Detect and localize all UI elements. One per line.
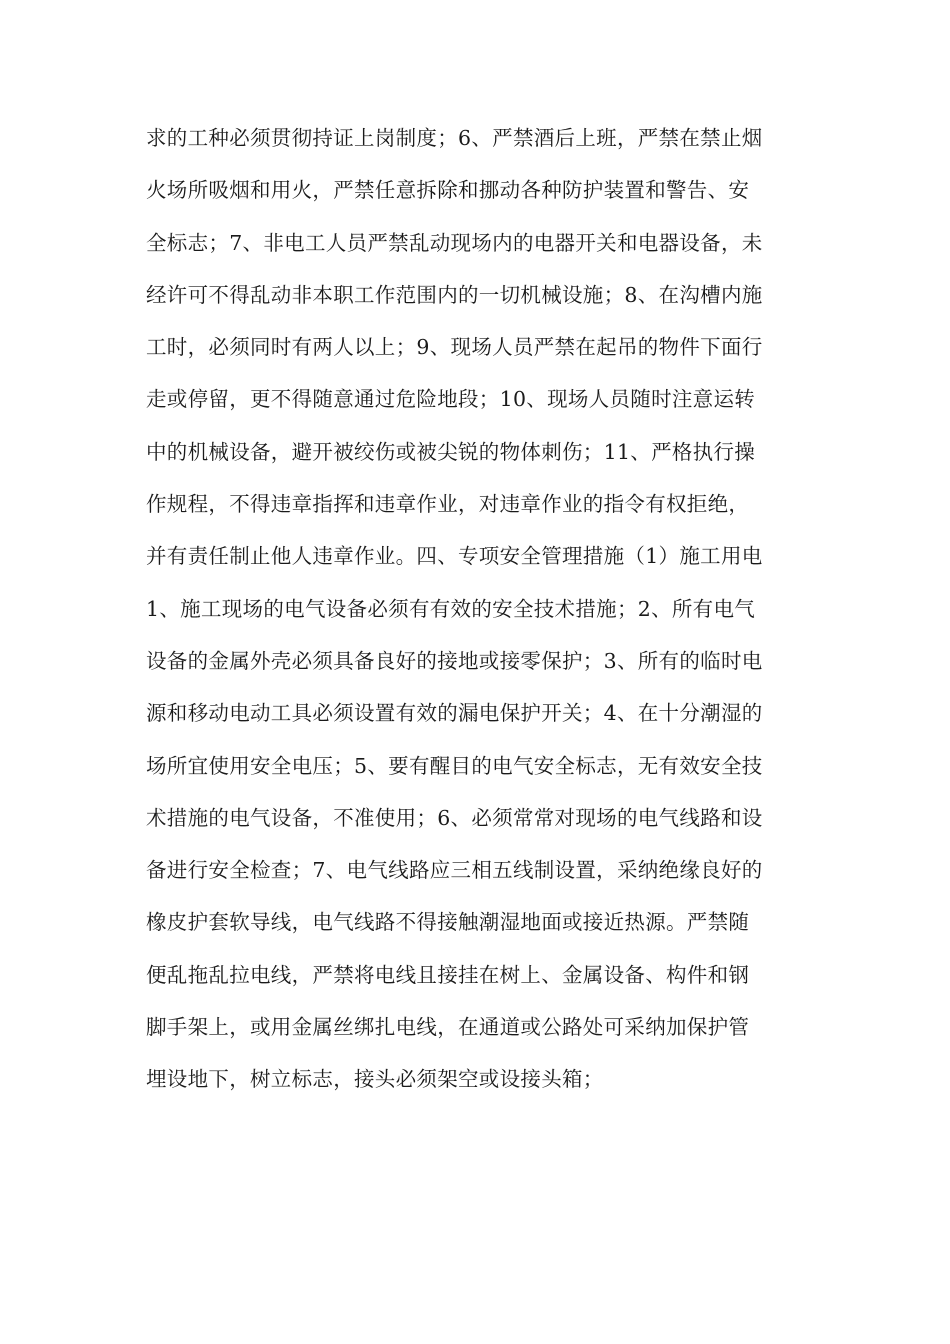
- text-line: 中的机械设备，避开被绞伤或被尖锐的物体刺伤；11、严格执行操: [146, 439, 756, 464]
- text-line: 工时，必须同时有两人以上；9、现场人员严禁在起吊的物件下面行: [146, 335, 763, 360]
- text-line: 并有责任制止他人违章作业。四、专项安全管理措施（1）施工用电: [146, 544, 763, 569]
- text-line: 1、施工现场的电气设备必须有有效的安全技术措施；2、所有电气: [146, 596, 756, 621]
- text-line: 埋设地下，树立标志，接头必须架空或设接头箱；: [146, 1067, 604, 1092]
- text-line: 火场所吸烟和用火，严禁任意拆除和挪动各种防护装置和警告、安: [146, 178, 750, 203]
- text-line: 橡皮护套软导线，电气线路不得接触潮湿地面或接近热源。严禁随: [146, 910, 750, 935]
- text-line: 备进行安全检查；7、电气线路应三相五线制设置，采纳绝缘良好的: [146, 858, 763, 883]
- text-line: 走或停留，更不得随意通过危险地段；10、现场人员随时注意运转: [146, 387, 756, 412]
- text-line: 全标志；7、非电工人员严禁乱动现场内的电器开关和电器设备，未: [146, 230, 763, 255]
- body-text: [146, 118, 816, 1112]
- text-line: 场所宜使用安全电压；5、要有醒目的电气安全标志，无有效安全技: [146, 753, 763, 778]
- text-line: 术措施的电气设备，不准使用；6、必须常常对现场的电气线路和设: [146, 805, 763, 830]
- text-line: 经许可不得乱动非本职工作范围内的一切机械设施；8、在沟槽内施: [146, 282, 763, 307]
- text-line: 源和移动电动工具必须设置有效的漏电保护开关；4、在十分潮湿的: [146, 701, 763, 726]
- text-line: 求的工种必须贯彻持证上岗制度；6、严禁酒后上班，严禁在禁止烟: [146, 126, 763, 150]
- text-line: 便乱拖乱拉电线，严禁将电线且接挂在树上、金属设备、构件和钢: [146, 962, 750, 987]
- text-line: 作规程，不得违章指挥和违章作业，对违章作业的指令有权拒绝，: [146, 492, 750, 517]
- text-line: 设备的金属外壳必须具备良好的接地或接零保护；3、所有的临时电: [146, 648, 763, 673]
- text-line: 脚手架上，或用金属丝绑扎电线，在通道或公路处可采纳加保护管: [146, 1015, 750, 1040]
